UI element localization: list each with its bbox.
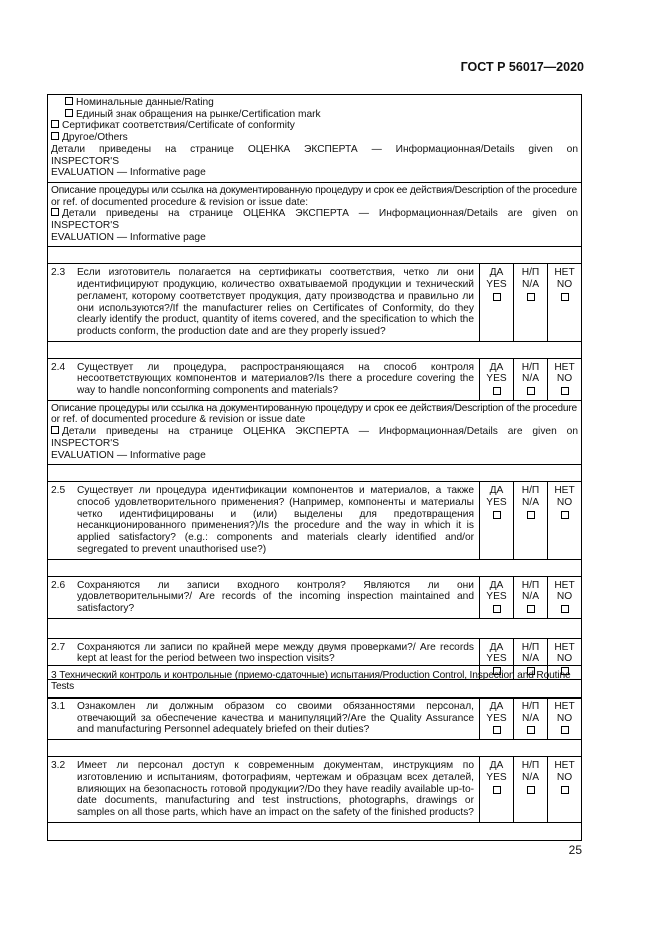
yes-option[interactable]: ДА YES xyxy=(480,359,514,400)
na-option[interactable]: Н/П N/A xyxy=(514,359,548,400)
checkbox-icon[interactable] xyxy=(65,97,73,105)
na-option[interactable]: Н/П N/A xyxy=(514,698,548,739)
checkbox-icon[interactable] xyxy=(561,726,569,734)
yes-option[interactable]: ДА YES xyxy=(480,698,514,739)
checkbox-icon[interactable] xyxy=(51,132,59,140)
question-text: Имеет ли персонал доступ к современным документам, инструкциям по изготовлению и испытаниям, фотографиям, чертежам и образцам всех деталей, влияющих на безопасность готовой продукции?/Do they have readily available up-to-date documents, manufacturing and test instructions, photographs, drawings or samples on all those parts, which have an impact on the safety of the finished products? xyxy=(75,757,480,822)
question-number: 2.4 xyxy=(51,361,66,373)
question-number: 2.3 xyxy=(51,267,66,279)
checkbox-icon[interactable] xyxy=(51,426,59,434)
na-option[interactable]: Н/П N/A xyxy=(514,482,548,558)
yes-option[interactable]: ДА YES xyxy=(480,482,514,558)
checkbox-icon[interactable] xyxy=(493,726,501,734)
blank-row xyxy=(48,619,581,639)
checkbox-icon[interactable] xyxy=(527,293,535,301)
question-text: Существует ли процедура, распространяющаяся на способ контроля несоответствующих компонентов и материалов?/Is there a procedure covering the way to handle nonconforming components and materials? xyxy=(75,359,480,400)
procedure-description-block: Описание процедуры или ссылка на документированную процедуру и срок ее действия/Description of the procedure or ref. of documented procedure & revision or issue date: Детали приведены на странице ОЦЕНКА ЭКСПЕРТА — Информационная/Details are given on INSPECTOR'S EVALUATION — Informative page xyxy=(48,183,581,248)
no-option[interactable]: НЕТ NO xyxy=(548,482,581,558)
checkbox-icon[interactable] xyxy=(51,208,59,216)
production-control-table xyxy=(47,665,582,841)
question-number: 3.2 xyxy=(51,760,66,772)
checkbox-icon[interactable] xyxy=(493,293,501,301)
checkbox-icon[interactable] xyxy=(561,605,569,613)
no-option[interactable]: НЕТ NO xyxy=(548,639,581,679)
blank-row xyxy=(48,740,581,757)
question-text: Ознакомлен ли должным образом со своими обязанностями персонал, отвечающий за обеспечение качества и манипуляций?/Are the Quality Assurance and manufacturing Personnel adequately briefed on their duties? xyxy=(75,698,480,739)
question-row xyxy=(48,577,581,619)
question-text: Если изготовитель полагается на сертификаты соответствия, четко ли они идентифицируют продукцию, количество охватываемой продукции и технический регламент, которому соответствует продукция, дату производства и правильно ли они используются?/If the manufacturer relies on Certificates of Conformity, do they clearly identify the product, quantity of items covered, and the specification to which the products conform, the production date and are they properly issued? xyxy=(75,264,480,340)
procedure-description-block: Описание процедуры или ссылка на документированную процедуру и срок ее действия/Description of the procedure or ref. of documented procedure & revision or issue date Детали приведены на странице ОЦЕНКА ЭКСПЕРТА — Информационная/Details are given on INSPECTOR'S EVALUATION — Informative page xyxy=(48,401,581,466)
others-option: Другое/Others xyxy=(51,132,578,144)
no-option[interactable]: НЕТ NO xyxy=(548,757,581,822)
question-number: 2.7 xyxy=(51,641,66,653)
checkbox-icon[interactable] xyxy=(493,511,501,519)
question-row xyxy=(48,359,581,401)
blank-row xyxy=(48,342,581,359)
na-option[interactable]: Н/П N/A xyxy=(514,757,548,822)
na-option[interactable]: Н/П N/A xyxy=(514,639,548,679)
details-text-2: EVALUATION — Informative page xyxy=(51,167,206,179)
question-row xyxy=(48,698,581,740)
question-number: 2.5 xyxy=(51,485,66,497)
checkbox-icon[interactable] xyxy=(561,786,569,794)
question-text: Существует ли процедура идентификации компонентов и материалов, а также способ удовлетворительного применения? (Например, компоненты и материалы четко идентифицированы и (или) выделены для предотвращения несанкционированного применения?)/Is the procedure and the way in which it is applied satisfactory? (e.g.: components and materials clearly identified and/or segregated to prevent unauthorised use?) xyxy=(75,482,480,558)
checkbox-icon[interactable] xyxy=(527,605,535,613)
checkbox-icon[interactable] xyxy=(561,387,569,395)
question-row xyxy=(48,757,581,823)
checklist-table xyxy=(47,94,582,699)
question-text: Сохраняются ли записи входного контроля? Являются ли они удовлетворительными?/ Are records of the incoming inspection maintained and satisfactory? xyxy=(75,577,480,618)
checkbox-icon[interactable] xyxy=(493,786,501,794)
no-option[interactable]: НЕТ NO xyxy=(548,698,581,739)
blank-row xyxy=(48,247,581,264)
no-option[interactable]: НЕТ NO xyxy=(548,264,581,340)
section-title: 3 Технический контроль и контрольные (приемо-сдаточные) испытания/Production Control, Inspection and Routine Tests xyxy=(48,666,581,698)
yes-option[interactable]: ДА YES xyxy=(480,577,514,618)
na-option[interactable]: Н/П N/A xyxy=(514,264,548,340)
checkbox-icon[interactable] xyxy=(527,511,535,519)
blank-row xyxy=(48,560,581,577)
blank-row xyxy=(48,823,581,840)
marking-options-block xyxy=(48,95,581,183)
yes-option[interactable]: ДА YES xyxy=(480,264,514,340)
checkbox-icon[interactable] xyxy=(561,511,569,519)
na-option[interactable]: Н/П N/A xyxy=(514,577,548,618)
no-option[interactable]: НЕТ NO xyxy=(548,359,581,400)
question-row xyxy=(48,264,581,341)
checkbox-icon[interactable] xyxy=(51,120,59,128)
page-number: 25 xyxy=(568,843,582,857)
question-row xyxy=(48,482,581,559)
yes-option[interactable]: ДА YES xyxy=(480,639,514,679)
checkbox-icon[interactable] xyxy=(493,387,501,395)
question-number: 2.6 xyxy=(51,579,66,591)
checkbox-icon[interactable] xyxy=(65,109,73,117)
certification-mark-option: Единый знак обращения на рынке/Certification mark xyxy=(51,109,578,121)
question-number: 3.1 xyxy=(51,701,66,712)
checkbox-icon[interactable] xyxy=(527,726,535,734)
checkbox-icon[interactable] xyxy=(527,786,535,794)
checkbox-icon[interactable] xyxy=(527,387,535,395)
no-option[interactable]: НЕТ NO xyxy=(548,577,581,618)
yes-option[interactable]: ДА YES xyxy=(480,757,514,822)
question-text: Сохраняются ли записи по крайней мере между двумя проверками?/ Are records kept at least for the period between two inspection visits? xyxy=(75,639,480,679)
certificate-option: Сертификат соответствия/Certificate of conformity xyxy=(51,120,578,132)
checkbox-icon[interactable] xyxy=(561,293,569,301)
details-text: Детали приведены на странице ОЦЕНКА ЭКСПЕРТА — Информационная/Details given on INSPECTOR'S xyxy=(51,143,578,167)
rating-option: Номинальные данные/Rating xyxy=(51,97,578,109)
checkbox-icon[interactable] xyxy=(493,605,501,613)
standard-header: ГОСТ Р 56017—2020 xyxy=(460,60,584,74)
blank-row xyxy=(48,465,581,482)
